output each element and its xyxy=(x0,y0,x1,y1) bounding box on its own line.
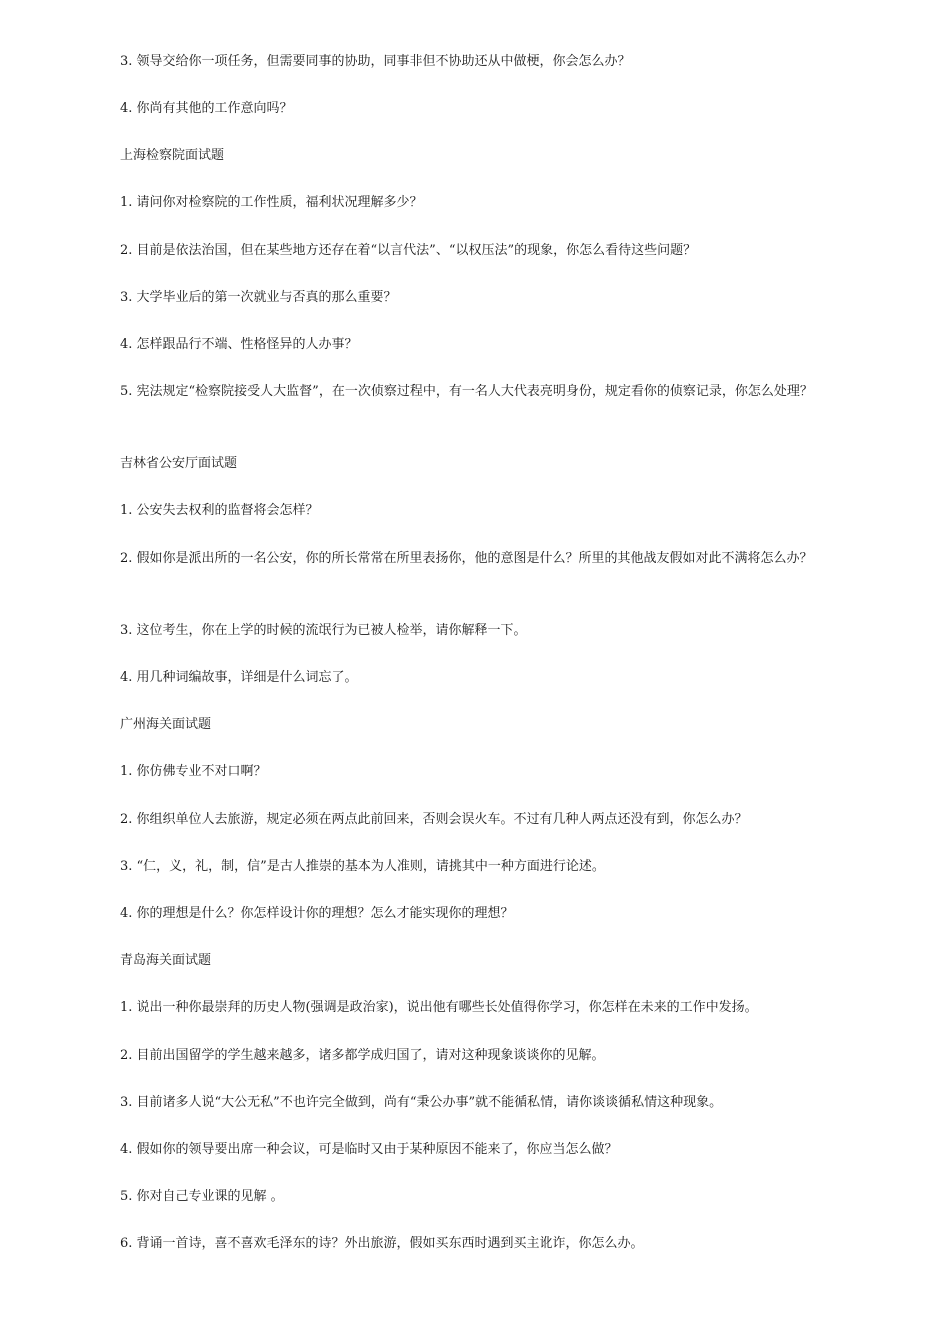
question-procuratorate-nature: 1. 请问你对检察院的工作性质，福利状况理解多少？ xyxy=(120,195,423,210)
question-historical-figure: 1. 说出一种你最崇拜的历史人物(强调是政治家)，说出他有哪些长处值得你学习，你怎样在未来的工作中发扬。 xyxy=(120,1000,758,1015)
question-confucian-values: 3. “仁，义，礼，制，信”是古人推崇的基本为人准则，请挑其中一种方面进行论述。 xyxy=(120,859,605,874)
question-rule-of-law: 2. 目前是依法治国，但在某些地方还存在着“以言代法”、“以权压法”的现象，你怎么看待这些问题？ xyxy=(120,243,697,258)
question-constitution-supervision: 5. 宪法规定“检察院接受人大监督”，在一次侦察过程中，有一名人大代表亮明身份，规定看你的侦察记录，你怎么处理？ xyxy=(120,384,813,399)
question-leadership-task: 3. 领导交给你一项任务，但需要同事的协助，同事非但不协助还从中做梗，你会怎么办？ xyxy=(120,54,631,69)
question-travel-late: 2. 你组织单位人去旅游，规定必须在两点此前回来，否则会误火车。不过有几种人两点还没有到，你怎么办？ xyxy=(120,812,748,827)
question-ideals: 4. 你的理想是什么？你怎样设计你的理想？怎么才能实现你的理想？ xyxy=(120,906,514,921)
question-major-mismatch: 1. 你仿佛专业不对口啊？ xyxy=(120,764,267,779)
question-leader-meeting: 4. 假如你的领导要出席一种会议，可是临时又由于某种原因不能来了，你应当怎么做？ xyxy=(120,1142,618,1157)
question-selflessness: 3. 目前诸多人说“大公无私”不也许完全做到，尚有“秉公办事”就不能循私情，请你谈谈循私情这种现象。 xyxy=(120,1095,723,1110)
section-heading-shanghai-procuratorate: 上海检察院面试题 xyxy=(120,148,225,163)
question-police-supervision: 1. 公安失去权利的监督将会怎样？ xyxy=(120,503,319,518)
question-first-job: 3. 大学毕业后的第一次就业与否真的那么重要？ xyxy=(120,290,397,305)
question-word-story: 4. 用几种词编故事，详细是什么词忘了。 xyxy=(120,670,358,685)
question-other-intentions: 4. 你尚有其他的工作意向吗？ xyxy=(120,101,293,116)
question-study-abroad: 2. 目前出国留学的学生越来越多，诸多都学成归国了，请对这种现象谈谈你的见解。 xyxy=(120,1048,605,1063)
section-heading-guangzhou-customs: 广州海关面试题 xyxy=(120,717,212,732)
section-heading-jilin-police: 吉林省公安厅面试题 xyxy=(120,456,238,471)
question-major-courses: 5. 你对自己专业课的见解 。 xyxy=(120,1189,284,1204)
question-poem-travel: 6. 背诵一首诗，喜不喜欢毛泽东的诗？外出旅游，假如买东西时遇到买主讹诈，你怎么办。 xyxy=(120,1236,644,1251)
question-director-praise: 2. 假如你是派出所的一名公安，你的所长常常在所里表扬你，他的意图是什么？所里的其他战友假如对此不满将怎么办？ xyxy=(120,551,813,566)
question-difficult-people: 4. 怎样跟品行不端、性格怪异的人办事？ xyxy=(120,337,358,352)
section-heading-qingdao-customs: 青岛海关面试题 xyxy=(120,953,212,968)
question-past-behavior: 3. 这位考生，你在上学的时候的流氓行为已被人检举，请你解释一下。 xyxy=(120,623,527,638)
